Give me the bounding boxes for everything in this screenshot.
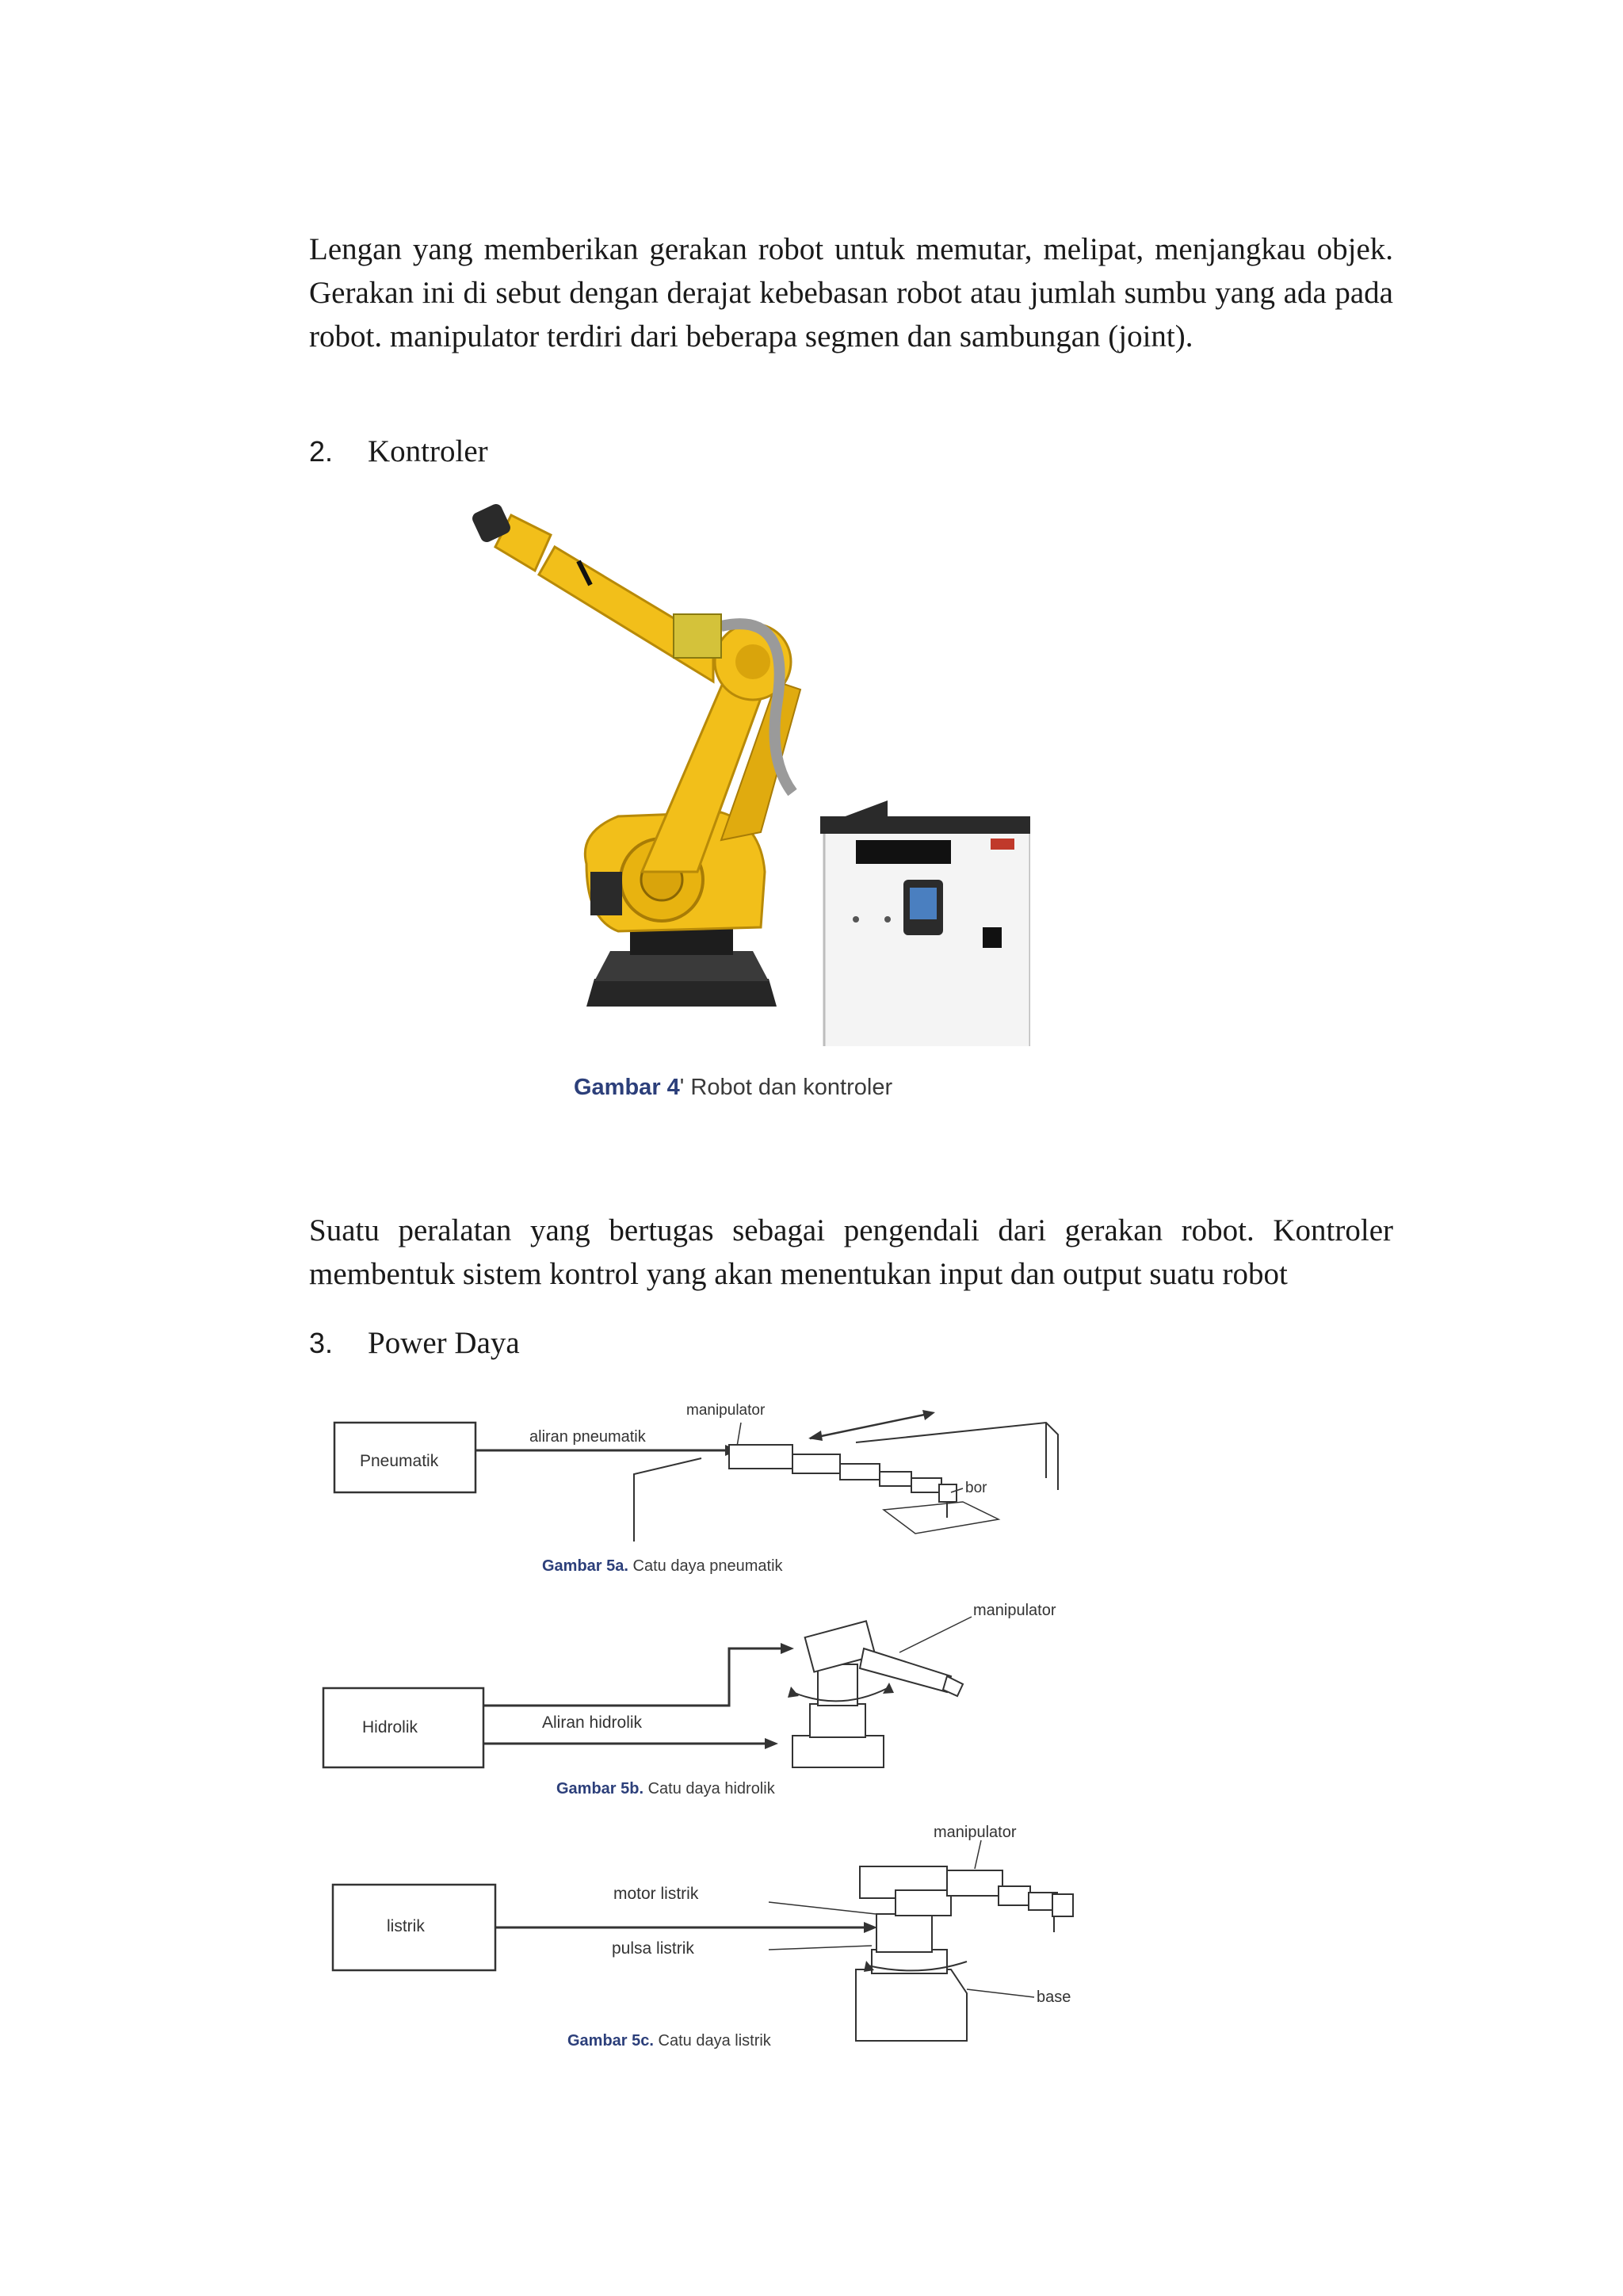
figure-caption-text: Catu daya listrik — [658, 2032, 771, 2050]
paragraph-manipulator: Lengan yang memberikan gerakan robot untuk memutar, melipat, menjangkau objek. Gerakan ini di sebut dengan derajat kebebasan robot atau jumlah sumbu yang ada pada robot. manipulator terdiri dari beberapa segmen dan sambungan (joint). — [309, 232, 1393, 353]
section-title: Power Daya — [368, 1326, 520, 1360]
manipulator-label: manipulator — [973, 1602, 1056, 1619]
figure-5b-hydraulic-diagram — [317, 1593, 1078, 1783]
figure-5c-caption — [567, 2032, 771, 2050]
hydraulic-box-label: Hidrolik — [362, 1718, 418, 1736]
figure-label: Gambar 5a. — [542, 1557, 628, 1575]
figure-caption-text: Catu daya pneumatik — [632, 1557, 783, 1575]
section-title: Kontroler — [368, 434, 488, 468]
figure-label: Gambar 4 — [574, 1075, 680, 1100]
pulse-label: pulsa listrik — [612, 1939, 694, 1958]
electric-box-label: listrik — [387, 1917, 425, 1935]
pneumatic-box-label: Pneumatik — [360, 1452, 439, 1470]
paragraph-kontroler: Suatu peralatan yang bertugas sebagai pengendali dari gerakan robot. Kontroler membentuk sistem kontrol yang akan menentukan input dan output suatu robot — [309, 1213, 1393, 1291]
figure-caption-text: Robot dan kontroler — [690, 1075, 893, 1100]
figure-label-mark: ' — [679, 1075, 685, 1100]
figure-label: Gambar 5c. — [567, 2032, 654, 2050]
motor-label: motor listrik — [613, 1885, 699, 1903]
figure-5a-pneumatic-diagram — [317, 1391, 1078, 1581]
section-number: 2. — [309, 435, 334, 468]
manipulator-label: manipulator — [686, 1402, 766, 1419]
section-heading-kontroler — [309, 430, 488, 473]
pneumatic-manipulator-drawing — [729, 1445, 957, 1518]
hydraulic-flow-label: Aliran hidrolik — [542, 1713, 643, 1732]
section-number: 3. — [309, 1327, 334, 1359]
pneumatic-flow-label: aliran pneumatik — [529, 1428, 646, 1446]
base-label: base — [1037, 1988, 1071, 2006]
controller-cabinet-image — [820, 800, 1030, 1046]
robot-and-controller-figure — [460, 499, 1030, 1046]
figure-5a-caption — [542, 1557, 783, 1576]
tool-label: bor — [965, 1480, 987, 1496]
figure-5b-caption — [556, 1780, 775, 1798]
figure-caption-text: Catu daya hidrolik — [647, 1780, 775, 1797]
figure-label: Gambar 5b. — [556, 1780, 644, 1797]
robot-arm-image — [470, 502, 800, 1007]
manipulator-label: manipulator — [934, 1824, 1017, 1841]
hydraulic-manipulator-drawing — [792, 1621, 963, 1767]
section-heading-power-daya — [309, 1321, 520, 1365]
electric-manipulator-drawing — [856, 1866, 1073, 2041]
figure-5c-electric-diagram — [317, 1815, 1078, 2053]
figure-4-caption — [574, 1075, 892, 1101]
